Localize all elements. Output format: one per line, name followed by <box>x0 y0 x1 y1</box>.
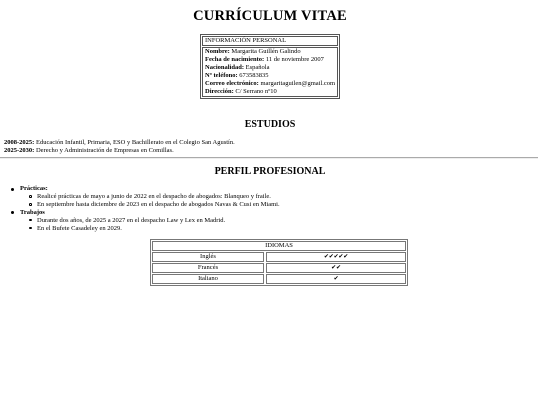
info-label: Nombre: <box>205 48 230 55</box>
page-title: CURRÍCULUM VITAE <box>193 8 347 24</box>
studies-heading: ESTUDIOS <box>244 119 296 130</box>
study-item <box>4 147 235 155</box>
languages-header: IDIOMAS <box>152 241 406 251</box>
languages-table <box>150 239 408 286</box>
study-text: Derecho y Administración de Empresas en Comillas. <box>34 147 174 154</box>
language-level: ✔✔ <box>266 263 406 273</box>
info-row-address <box>205 88 335 96</box>
study-item <box>4 139 235 147</box>
sublist-item: En septiembre hasta diciembre de 2023 en el despacho de abogados Navas & Cusi en Miami. <box>0 201 280 209</box>
info-label: Dirección: <box>205 88 234 95</box>
info-value: 11 de noviembre 2007 <box>264 56 324 63</box>
info-row-nationality <box>205 64 335 72</box>
sublist-item: Durante dos años, de 2025 a 2027 en el despacho Law y Lex en Madrid. <box>0 217 280 225</box>
studies-list <box>4 139 235 155</box>
info-value: Española <box>244 64 270 71</box>
sublist-item: En el Bufete Casadeley en 2029. <box>0 225 280 233</box>
personal-info-body <box>202 47 338 97</box>
sublist-item: Realicé prácticas de mayo a junio de 2022 en el despacho de abogados: Blanqueo y fraile. <box>0 193 280 201</box>
info-value: margaritaguilen@gmail.com <box>258 80 336 87</box>
info-label: Nº teléfono: <box>205 72 238 79</box>
profile-heading: PERFIL PROFESIONAL <box>214 166 326 177</box>
study-years: 2008-2025: <box>4 139 35 146</box>
list-item-practicas: Prácticas: <box>0 185 280 193</box>
language-name: Inglés <box>152 252 264 262</box>
table-row <box>152 252 406 262</box>
table-row <box>152 274 406 284</box>
language-level: ✔ <box>266 274 406 284</box>
info-value: 673583835 <box>237 72 269 79</box>
info-label: Nacionalidad: <box>205 64 245 71</box>
profile-list <box>0 185 280 232</box>
info-row-birthdate <box>205 56 335 64</box>
info-row-email <box>205 80 335 88</box>
info-label: Correo electrónico: <box>205 80 259 87</box>
personal-info-table <box>200 34 340 99</box>
study-text: Educación Infantil, Primaria, ESO y Bachillerato en el Colegio San Agustín. <box>34 139 235 146</box>
language-name: Francés <box>152 263 264 273</box>
info-value: C/ Serrano nº10 <box>233 88 277 95</box>
study-years: 2025-2030: <box>4 147 35 154</box>
personal-info-header: INFORMACIÓN PERSONAL <box>202 36 338 46</box>
info-value: Margarita Guillén Galindo <box>229 48 301 55</box>
list-item-trabajos: Trabajos <box>0 209 280 217</box>
info-row-phone <box>205 72 335 80</box>
language-level: ✔✔✔✔✔ <box>266 252 406 262</box>
section-divider <box>0 157 538 159</box>
language-name: Italiano <box>152 274 264 284</box>
info-row-name <box>205 48 335 56</box>
table-row <box>152 263 406 273</box>
info-label: Fecha de nacimiento: <box>205 56 265 63</box>
